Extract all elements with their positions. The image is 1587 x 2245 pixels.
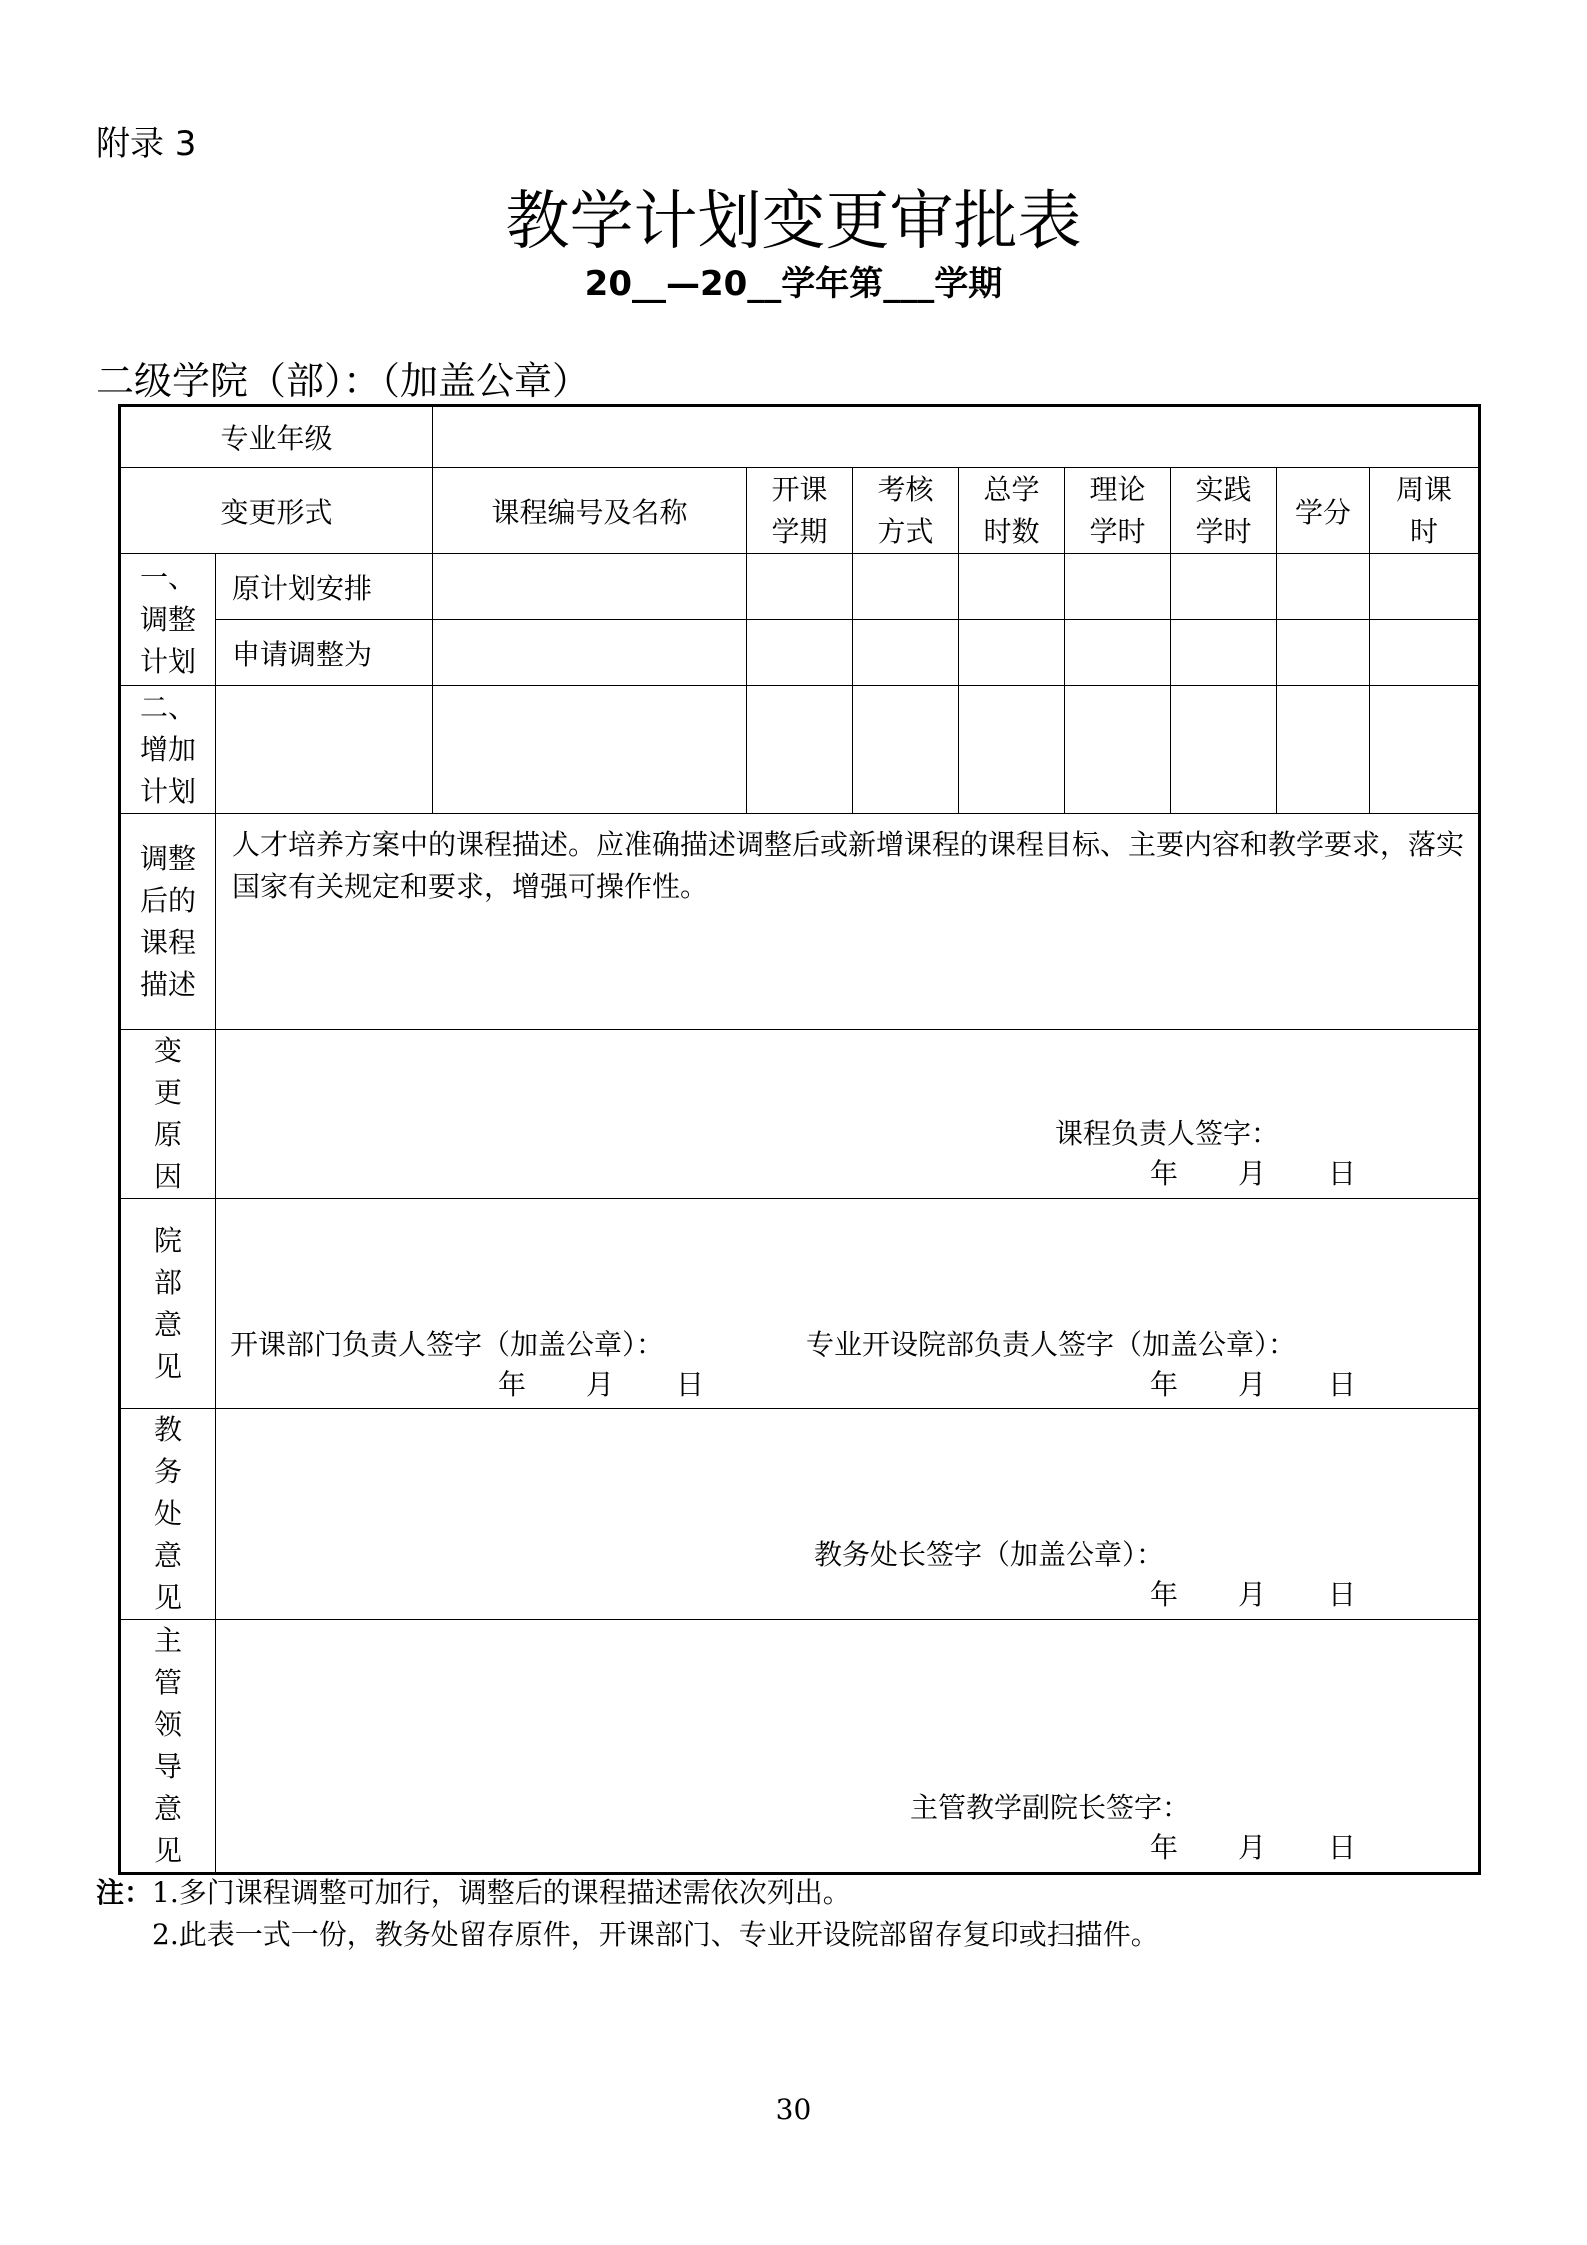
leader-opinion-label-line3: 领 <box>153 1708 182 1741</box>
leader-date-month: 月 <box>1238 1831 1267 1864</box>
major-college-signature-label: 专业开设院部负责人签字（加盖公章）： <box>806 1328 1297 1361</box>
reason-label-line2: 更 <box>153 1076 182 1109</box>
course-code-name-header: 课程编号及名称 <box>433 468 747 554</box>
major-college-date-day: 日 <box>1328 1368 1357 1401</box>
college-line: 二级学院（部）：（加盖公章） <box>96 359 591 403</box>
adjust-plan-label <box>120 554 216 686</box>
description-label-line4: 描述 <box>139 967 196 1001</box>
adjusted-exam-mode-field[interactable] <box>853 620 959 686</box>
leader-opinion-label <box>120 1620 216 1874</box>
major-college-date-year: 年 <box>1150 1368 1179 1401</box>
reason-row <box>120 1030 1480 1199</box>
adjusted-course-field[interactable] <box>433 620 747 686</box>
note-1-text: 1.多门课程调整可加行，调整后的课程描述需依次列出。 <box>152 1876 851 1909</box>
vice-president-signature-label: 主管教学副院长签字： <box>910 1791 1191 1824</box>
description-label-line3: 课程 <box>139 925 196 959</box>
academic-affairs-label-line1: 教 <box>153 1413 182 1446</box>
adjusted-theory-hours-field[interactable] <box>1065 620 1171 686</box>
academic-term: 20__—20__学年第___学期 <box>584 264 1003 304</box>
leader-date-day: 日 <box>1328 1831 1357 1864</box>
adjusted-practice-hours-field[interactable] <box>1171 620 1277 686</box>
weekly-hours-header <box>1370 468 1480 554</box>
adjusted-weekly-hours-field[interactable] <box>1370 620 1480 686</box>
reason-date-year: 年 <box>1150 1157 1179 1190</box>
academic-affairs-field[interactable] <box>216 1409 1480 1620</box>
approval-form-table <box>118 404 1481 1875</box>
teaching-dept-date-day: 日 <box>676 1368 705 1401</box>
academic-affairs-date-year: 年 <box>1150 1578 1179 1611</box>
theory-hours-header-line1: 理论 <box>1089 472 1146 506</box>
total-hours-header-line2: 时数 <box>983 514 1040 548</box>
major-grade-label: 专业年级 <box>120 406 433 468</box>
add-plan-label-line1: 二、 <box>139 690 196 724</box>
course-leader-signature-label: 课程负责人签字： <box>1055 1117 1280 1150</box>
academic-affairs-label-line5: 见 <box>153 1581 182 1614</box>
open-term-header-line1: 开课 <box>771 472 828 506</box>
add-theory-hours-field[interactable] <box>1065 686 1171 814</box>
leader-opinion-label-line6: 见 <box>153 1834 182 1867</box>
description-field[interactable] <box>216 814 1480 1030</box>
open-term-header-line2: 学期 <box>771 514 828 548</box>
weekly-hours-header-line1: 周课 <box>1396 472 1453 506</box>
add-course-field[interactable] <box>433 686 747 814</box>
description-instructions: 人才培养方案中的课程描述。应准确描述调整后或新增课程的课程目标、主要内容和教学要求，落实国家有关规定和要求，增强可操作性。 <box>232 828 1465 903</box>
page-number: 30 <box>775 2093 812 2126</box>
note-prefix: 注： <box>96 1876 153 1909</box>
reason-label <box>120 1030 216 1199</box>
change-form-header: 变更形式 <box>120 468 433 554</box>
academic-affairs-date-month: 月 <box>1238 1578 1267 1611</box>
reason-label-line1: 变 <box>153 1034 182 1067</box>
major-grade-row <box>120 406 1480 468</box>
academic-affairs-date-day: 日 <box>1328 1578 1357 1611</box>
leader-opinion-label-line5: 意 <box>153 1792 182 1825</box>
add-plan-label-line3: 计划 <box>139 774 196 808</box>
weekly-hours-header-line2: 时 <box>1410 514 1439 548</box>
original-credits-field[interactable] <box>1277 554 1370 620</box>
practice-hours-header-line1: 实践 <box>1195 472 1252 506</box>
college-opinion-row <box>120 1199 1480 1409</box>
leader-opinion-label-line2: 管 <box>153 1666 182 1699</box>
academic-affairs-label <box>120 1409 216 1620</box>
teaching-dept-date-month: 月 <box>586 1368 615 1401</box>
college-opinion-label-line1: 院 <box>153 1223 182 1257</box>
college-opinion-label-line3: 意 <box>153 1307 182 1341</box>
original-open-term-field[interactable] <box>747 554 853 620</box>
add-plan-row <box>120 686 1480 814</box>
column-header-row <box>120 468 1480 554</box>
leader-opinion-label-line1: 主 <box>153 1624 182 1657</box>
major-grade-field[interactable] <box>433 406 1480 468</box>
major-college-date-month: 月 <box>1238 1368 1267 1401</box>
original-theory-hours-field[interactable] <box>1065 554 1171 620</box>
add-total-hours-field[interactable] <box>959 686 1065 814</box>
teaching-dept-signature-label: 开课部门负责人签字（加盖公章）： <box>230 1328 665 1361</box>
practice-hours-header <box>1171 468 1277 554</box>
leader-opinion-row <box>120 1620 1480 1874</box>
original-weekly-hours-field[interactable] <box>1370 554 1480 620</box>
description-row <box>120 814 1480 1030</box>
add-exam-mode-field[interactable] <box>853 686 959 814</box>
adjusted-open-term-field[interactable] <box>747 620 853 686</box>
academic-affairs-label-line4: 意 <box>153 1539 182 1572</box>
adjusted-credits-field[interactable] <box>1277 620 1370 686</box>
adjust-plan-label-line2: 调整 <box>139 602 196 636</box>
total-hours-header <box>959 468 1065 554</box>
credits-header: 学分 <box>1277 468 1370 554</box>
open-term-header <box>747 468 853 554</box>
academic-affairs-signature-label: 教务处长签字（加盖公章）： <box>814 1538 1165 1571</box>
exam-mode-header-line1: 考核 <box>877 472 934 506</box>
college-opinion-label-line4: 见 <box>153 1349 182 1383</box>
original-exam-mode-field[interactable] <box>853 554 959 620</box>
form-notes <box>96 1872 1159 1956</box>
description-label-line1: 调整 <box>139 841 196 875</box>
leader-opinion-field[interactable] <box>216 1620 1480 1874</box>
theory-hours-header-line2: 学时 <box>1089 514 1146 548</box>
add-plan-label-line2: 增加 <box>139 732 196 766</box>
adjust-plan-label-line3: 计划 <box>139 644 196 678</box>
note-line-2: 2.此表一式一份，教务处留存原件，开课部门、专业开设院部留存复印或扫描件。 <box>152 1918 1159 1951</box>
adjusted-plan-row <box>120 620 1480 686</box>
academic-affairs-label-line2: 务 <box>153 1455 182 1488</box>
add-open-term-field[interactable] <box>747 686 853 814</box>
adjust-plan-label-line1: 一、 <box>139 560 196 594</box>
reason-label-line3: 原 <box>153 1118 182 1151</box>
college-opinion-label <box>120 1199 216 1409</box>
academic-affairs-label-line3: 处 <box>153 1497 182 1530</box>
add-credits-field[interactable] <box>1277 686 1370 814</box>
appendix-label: 附录 3 <box>96 124 197 164</box>
add-plan-label <box>120 686 216 814</box>
academic-affairs-row <box>120 1409 1480 1620</box>
practice-hours-header-line2: 学时 <box>1195 514 1252 548</box>
form-title: 教学计划变更审批表 <box>505 185 1082 259</box>
theory-hours-header <box>1065 468 1171 554</box>
college-opinion-field[interactable] <box>216 1199 1480 1409</box>
exam-mode-header-line2: 方式 <box>877 514 934 548</box>
adjusted-total-hours-field[interactable] <box>959 620 1065 686</box>
leader-date-year: 年 <box>1150 1831 1179 1864</box>
original-total-hours-field[interactable] <box>959 554 1065 620</box>
original-practice-hours-field[interactable] <box>1171 554 1277 620</box>
original-plan-row <box>120 554 1480 620</box>
add-practice-hours-field[interactable] <box>1171 686 1277 814</box>
reason-date-month: 月 <box>1238 1157 1267 1190</box>
original-plan-label: 原计划安排 <box>216 554 433 620</box>
add-form-field[interactable] <box>216 686 433 814</box>
exam-mode-header <box>853 468 959 554</box>
description-label <box>120 814 216 1030</box>
reason-label-line4: 因 <box>153 1160 182 1193</box>
add-weekly-hours-field[interactable] <box>1370 686 1480 814</box>
description-label-line2: 后的 <box>139 883 196 917</box>
note-line-1 <box>96 1872 1159 1914</box>
leader-opinion-label-line4: 导 <box>153 1750 182 1783</box>
reason-date-day: 日 <box>1328 1157 1357 1190</box>
reason-field[interactable] <box>216 1030 1480 1199</box>
teaching-dept-date-year: 年 <box>498 1368 527 1401</box>
college-opinion-label-line2: 部 <box>153 1265 182 1299</box>
total-hours-header-line1: 总学 <box>983 472 1040 506</box>
original-course-field[interactable] <box>433 554 747 620</box>
adjusted-plan-label: 申请调整为 <box>216 620 433 686</box>
